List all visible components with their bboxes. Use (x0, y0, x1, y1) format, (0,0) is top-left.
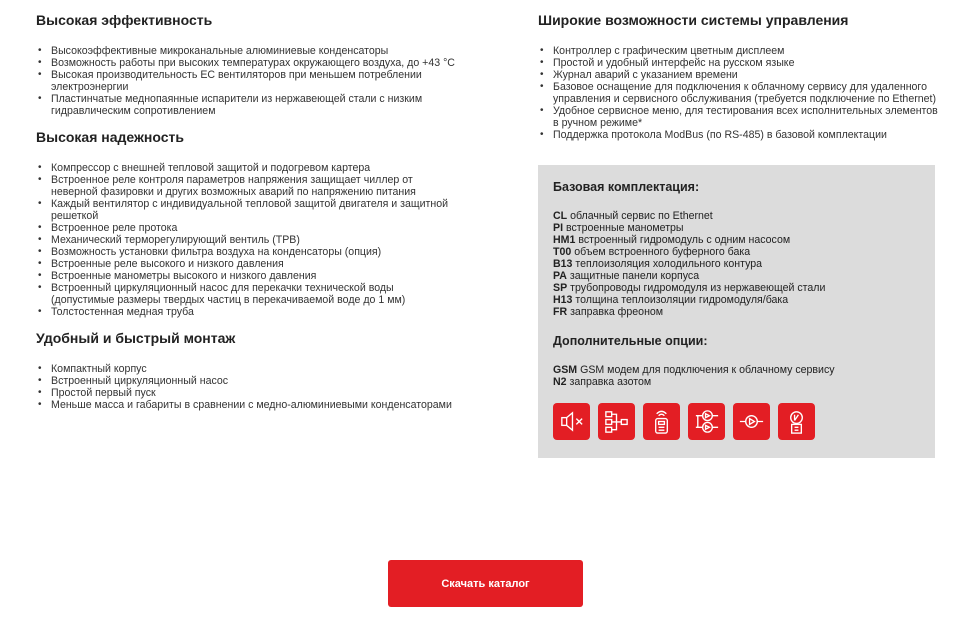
config-text: защитные панели корпуса (569, 270, 700, 282)
list-item: • Возможность работы при высоких температурах окружающего воздуха, до +43 °C (36, 57, 456, 69)
option-item (553, 364, 920, 376)
config-item (553, 210, 920, 222)
pump-icon (733, 403, 770, 440)
config-text: трубопроводы гидромодуля из нержавеющей стали (570, 282, 826, 294)
config-item (553, 282, 920, 294)
config-code: PA (553, 270, 567, 282)
configuration-box (538, 165, 935, 458)
config-code: PI (553, 222, 564, 234)
config-code: HM1 (553, 234, 576, 246)
thermometer-icon (778, 403, 815, 440)
list-item: • Пластинчатые меднопаянные испарители из нержавеющей стали с низким гидравлическим сопротивлением (36, 93, 456, 117)
list-item: • Каждый вентилятор с индивидуальной тепловой защитой двигателя и защитной решеткой (36, 198, 456, 222)
list-item: • Встроенное реле протока (36, 222, 456, 234)
options-list (553, 364, 920, 388)
config-item (553, 270, 920, 282)
option-code: GSM (553, 364, 578, 376)
list-item: • Высокая производительность ЕС вентиляторов при меньшем потреблении электроэнергии (36, 69, 456, 93)
config-code: H13 (553, 294, 573, 306)
list-item: • Меньше масса и габариты в сравнении с медно-алюминиевыми конденсаторами (36, 399, 456, 411)
feature-icons (553, 403, 920, 440)
list-item: • Возможность установки фильтра воздуха на конденсаторы (опция) (36, 246, 456, 258)
list-item: • Поддержка протокола ModBus (по RS-485) в базовой комплектации (538, 129, 938, 141)
download-catalog-button[interactable]: Скачать каталог (388, 560, 583, 607)
list-item: • Толстостенная медная труба (36, 306, 456, 318)
config-item (553, 222, 920, 234)
option-code: N2 (553, 376, 567, 388)
config-text: встроенный гидромодуль с одним насосом (578, 234, 791, 246)
features-right-column (538, 12, 938, 141)
option-text: заправка азотом (569, 376, 652, 388)
config-item (553, 258, 920, 270)
base-config-title: Базовая комплектация: (553, 180, 700, 194)
config-code: FR (553, 306, 568, 318)
reliability-list (36, 162, 456, 318)
list-item: • Встроенное реле контроля параметров напряжения защищает чиллер от неверной фазировки и других возможных аварий по напряжению питания (36, 174, 456, 198)
config-text: объем встроенного буферного бака (574, 246, 751, 258)
option-item (553, 376, 920, 388)
list-item: • Журнал аварий с указанием времени (538, 69, 938, 81)
section-title-efficiency: Высокая эффективность (36, 12, 213, 28)
config-item (553, 246, 920, 258)
list-item: • Контроллер с графическим цветным дисплеем (538, 45, 938, 57)
config-text: встроенные манометры (565, 222, 684, 234)
list-item: • Встроенный циркуляционный насос (36, 375, 456, 387)
list-item: • Удобное сервисное меню, для тестирования всех исполнительных элементов в ручном режиме* (538, 105, 938, 129)
config-item (553, 234, 920, 246)
list-item: • Базовое оснащение для подключения к облачному сервису для удаленного управления и сервисного обслуживания (требуется подключение по Ethernet) (538, 81, 938, 105)
list-item: • Механический терморегулирующий вентиль (ТРВ) (36, 234, 456, 246)
options-title: Дополнительные опции: (553, 334, 708, 348)
config-code: B13 (553, 258, 573, 270)
config-text: облачный сервис по Ethernet (570, 210, 713, 222)
section-title-installation: Удобный и быстрый монтаж (36, 330, 236, 346)
config-item (553, 306, 920, 318)
config-text: заправка фреоном (570, 306, 664, 318)
list-item: • Встроенные манометры высокого и низкого давления (36, 270, 456, 282)
speaker-mute-icon (553, 403, 590, 440)
list-item: • Встроенные реле высокого и низкого давления (36, 258, 456, 270)
network-icon (598, 403, 635, 440)
config-code: CL (553, 210, 568, 222)
option-text: GSM модем для подключения к облачному сервису (580, 364, 835, 376)
list-item: • Компрессор с внешней тепловой защитой и подогревом картера (36, 162, 456, 174)
double-pump-icon (688, 403, 725, 440)
installation-list (36, 363, 456, 411)
remote-control-icon (643, 403, 680, 440)
config-text: толщина теплоизоляции гидромодуля/бака (575, 294, 789, 306)
config-item (553, 294, 920, 306)
config-code: T00 (553, 246, 572, 258)
list-item: • Простой первый пуск (36, 387, 456, 399)
efficiency-list (36, 45, 456, 117)
base-config-list (553, 210, 920, 318)
section-title-control: Широкие возможности системы управления (538, 12, 849, 28)
control-list (538, 45, 938, 141)
config-text: теплоизоляция холодильного контура (575, 258, 763, 270)
list-item: • Простой и удобный интерфейс на русском языке (538, 57, 938, 69)
config-code: SP (553, 282, 568, 294)
features-left-column (36, 12, 456, 411)
list-item: • Встроенный циркуляционный насос для перекачки технической воды (допустимые размеры твердых частиц в перекачиваемой воде до 1 мм) (36, 282, 456, 306)
list-item: • Высокоэффективные микроканальные алюминиевые конденсаторы (36, 45, 456, 57)
section-title-reliability: Высокая надежность (36, 129, 184, 145)
list-item: • Компактный корпус (36, 363, 456, 375)
